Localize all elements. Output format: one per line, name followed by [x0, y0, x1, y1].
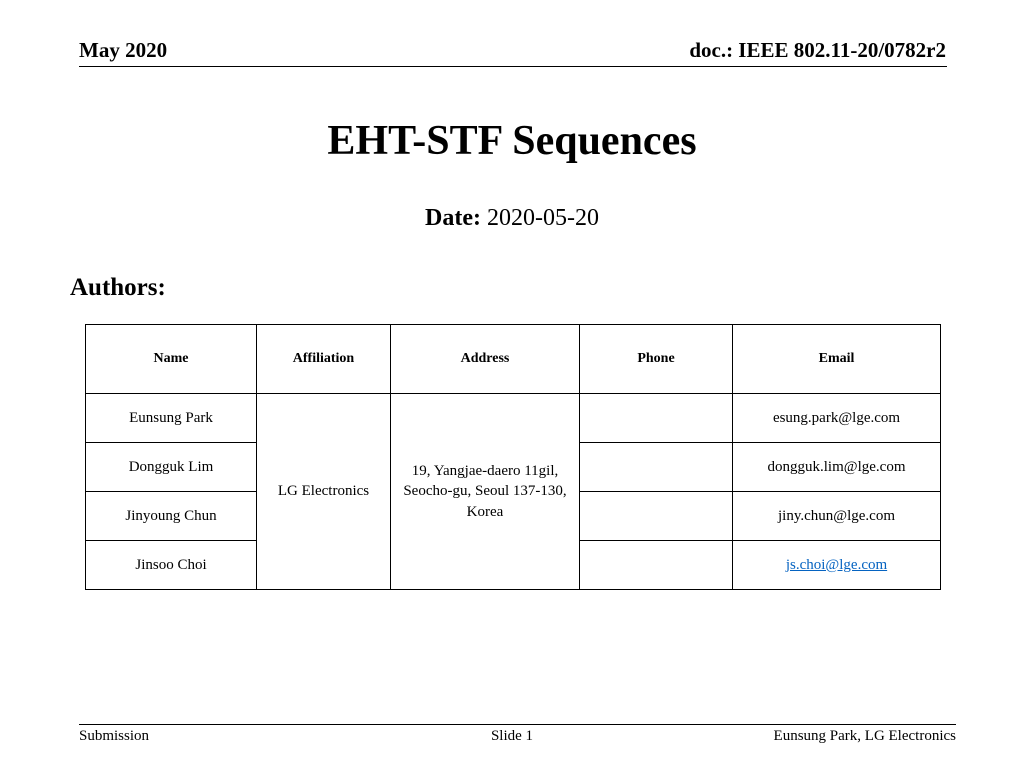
column-header-name: Name	[86, 325, 257, 394]
column-header-affiliation: Affiliation	[257, 325, 391, 394]
header-divider	[79, 66, 947, 67]
author-name: Jinyoung Chun	[86, 492, 257, 541]
author-email-cell	[733, 541, 941, 590]
author-email-link[interactable]: js.choi@lge.com	[785, 556, 888, 573]
authors-table	[85, 324, 941, 590]
authors-heading: Authors:	[70, 274, 166, 301]
author-email: dongguk.lim@lge.com	[733, 443, 941, 492]
author-phone	[580, 443, 733, 492]
header-date: May 2020	[79, 38, 168, 62]
footer-divider	[79, 724, 956, 725]
table-row	[86, 394, 941, 443]
footer-submission: Submission	[79, 728, 150, 744]
date-label: Date:	[425, 205, 481, 231]
author-phone	[580, 394, 733, 443]
author-email: jiny.chun@lge.com	[733, 492, 941, 541]
author-phone	[580, 541, 733, 590]
author-affiliation: LG Electronics	[257, 394, 391, 590]
column-header-phone: Phone	[580, 325, 733, 394]
author-phone	[580, 492, 733, 541]
author-email: esung.park@lge.com	[733, 394, 941, 443]
date-line	[0, 206, 1024, 230]
date-value: 2020-05-20	[486, 205, 599, 231]
footer-author: Eunsung Park, LG Electronics	[773, 728, 956, 744]
slide-title: EHT-STF Sequences	[327, 118, 697, 164]
header-doc-id: doc.: IEEE 802.11-20/0782r2	[689, 38, 946, 62]
column-header-email: Email	[733, 325, 941, 394]
table-header-row	[86, 325, 941, 394]
author-name: Eunsung Park	[86, 394, 257, 443]
footer-slide-number: Slide 1	[490, 728, 534, 744]
author-name: Dongguk Lim	[86, 443, 257, 492]
column-header-address: Address	[391, 325, 580, 394]
author-name: Jinsoo Choi	[86, 541, 257, 590]
author-address: 19, Yangjae-daero 11gil, Seocho-gu, Seoul 137-130, Korea	[391, 394, 580, 590]
